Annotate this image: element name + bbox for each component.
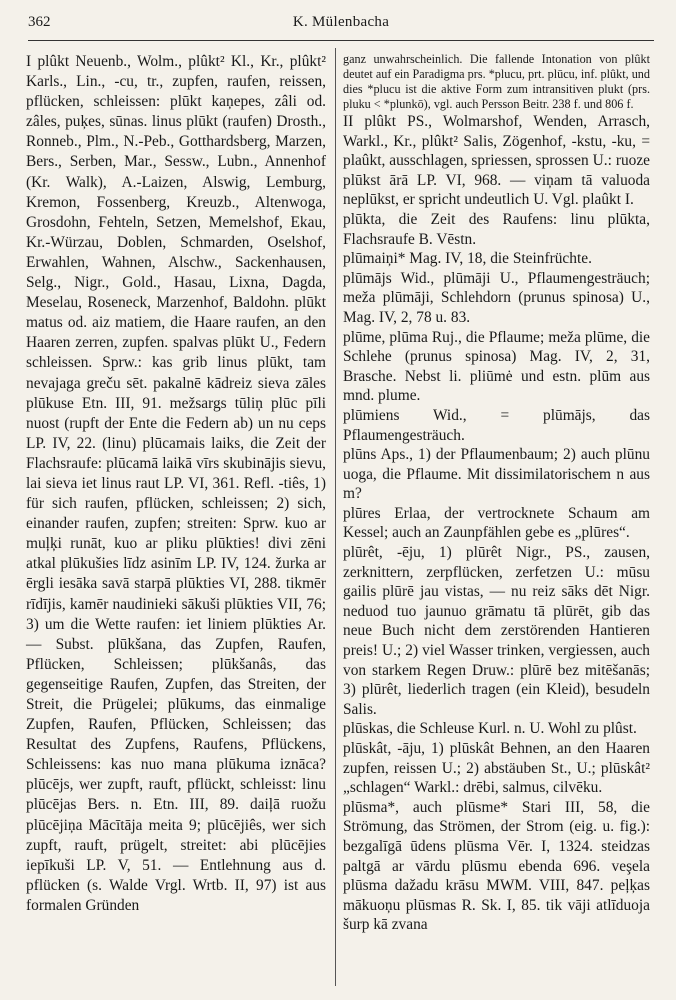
entry-plume: plūme, plūma Ruj., die Pflaume; meža plūme, die Schlehe (prunus spinosa) Mag. IV, 2, 31, Brasche. Nebst li. pliūmė und estn. plūm aus mnd. plume. (343, 328, 650, 405)
entry-plumiens: plūmiens Wid., = plūmājs, das Pflaumengesträuch. (343, 406, 650, 444)
entry-plumaini: plūmaiņi* Mag. IV, 18, die Steinfrüchte. (343, 250, 592, 268)
entry-pluskas: plūskas, die Schleuse Kurl. n. U. Wohl zu plûst. (343, 720, 637, 738)
entry-plukt-1: I plûkt Neuenb., Wolm., plûkt² Kl., Kr., plûkt² Karls., Lin., -cu, tr., zupfen, raufen, reissen, pflücken, schleissen: plūkt kaņepes, zâli od. zâles, puķes, sūnas. linus plūkt (raufen) Drosth., Ronneb., Plm., N.-Peb., Gotthardsberg, Marzen, Bers., Serben, Mar., Sessw., Lubn., Annenhof (Kr. Walk), A.-Laizen, Alswig, Lemburg, Kremon, Fossenberg, Kreuzb., Altenwoga, Grosdohn, Fehteln, Setzen, Memelshof, Ekau, Kr.-Würzau, Doblen, Schmarden, Oselshof, Erwahlen, Wahnen, Alschw., Sackenhausen, Selg., Nigr., Gold., Hasau, Lixna, Dagda, Meselau, Roseneck, Marzenhof, Baldohn. plūkt matus od. aiz matiem, die Haare raufen, an den Haaren zerren, zupfen. spalvas plūkt U., Federn schleissen. Sprw.: kas grib linus plūkt, tam nevajaga greču sēt. pakalnē kādreiz sieva zāles plūkuse Etn. III, 91. mežsargs tūliņ plūc pīli nuost (rupft der Ente die Federn ab) un nu ceps LP. IV, 22. (linu) plūcamais laiks, die Zeit der Flachsraufe: plūcamā laikā vīrs skubinājis sievu, lai sieva iet linus raut LP. VI, 361. Refl. -tiês, 1) für sich raufen, pflücken, schleissen; 2) sich, einander raufen, zupfen; streiten: Sprw. kuo ar muļķi runāt, kuo ar pliku plūkties! divi zēni atkal plūkušies līdz asinīm LP. IV, 124. žurka ar ērgli iesāka savā starpā plūkties VI, 288. tikmēr rīdījis, kamēr naudinieki sākuši plūkties VII, 76; 3) um die Wette raufen: iet liniem plūkties Ar. — Subst. plūkšana, das Zupfen, Raufen, Pflücken, Schleissen; plūkšanâs, das gegenseitige Raufen, Zupfen, das Streiten, der Streit, die Prügelei; plūkums, das einmalige Zupfen, Raufen, Pflücken, Schleissen; das Resultat des Zupfens, Raufens, Pflückens, Schleissens: kas nuo mana plūkuma iznāca? plūcējs, wer zupft, rauft, pflückt, schleisst: linu plūcējas Bers. n. Etn. III, 89. daiļā ruožu plūcējiņa Mācītāja meita 9; plūcējiês, wer sich zupft, rauft, prügelt, streitet: abi plūcējies iepīkuši LP. V, 51. — Entlehnung aus d. pflücken (s. Walde Vrgl. Wrtb. II, 97) ist aus formalen Gründen (26, 53, 326, 914)
entry-plusma: plūsma*, auch plūsme* Stari III, 58, die Strömung, das Strömen, der Strom (eig. u. fig.): bezgalīgā ūdens plūsma Vēr. I, 1324. steidzas paltgā ar vārdu plūsmu ebenda 696. veşela plūsma dažadu krāsu MWM. VIII, 847. peļķas mākuoņu plūsmas R. Sk. I, 85. tik vāji atlīduoja šurp kā zvana (343, 798, 650, 934)
entry-plures: plūres Erlaa, der vertrocknete Schaum am Kessel; auch an Zaunpfählen gebe es „plūres“. (343, 504, 650, 542)
entry-pluskat: plūskât, -āju, 1) plūskât Behnen, an den Haaren zupfen, reissen U.; 2) abstäuben St., U.; plūskât² „schlagen“ Warkl.: drēbi, salmus, cilvēku. (343, 740, 650, 797)
header-rule (28, 40, 654, 41)
entry-pluns: plūns Aps., 1) der Pflaumenbaum; 2) auch plūnu uoga, die Pflaume. Mit dissimilatorischem n aus m? (343, 446, 650, 503)
entry-plumajs: plūmājs Wid., plūmāji U., Pflaumengesträuch; meža plūmāji, Schlehdorn (prunus spinosa) U., Mag. IV, 2, 78 u. 83. (343, 269, 650, 326)
page-number: 362 (28, 14, 51, 30)
left-column (26, 52, 326, 916)
entry-plukt-1-continuation: ganz unwahrscheinlich. Die fallende Intonation von plûkt deutet auf ein Paradigma prs. *plucu, prt. plūcu, inf. plûkt, und dies *plucu ist die aktive Form zum intransitiven plukt (prs. pluku < *plunkō), vgl. auch Persson Beitr. 238 f. und 806 f. (343, 52, 650, 111)
entry-plurt: plūrêt, -ēju, 1) plūrêt Nigr., PS., zausen, zerknittern, zerpflücken, zerfetzen U.: mūsu gailis plūrē jau vistas, — nu reiz sāks dēt Nigr. neduod tuo jaunuo grāmatu tā plūrēt, gib das neue Buch nicht dem zerstörenden Hantieren preis! U.; 2) viel Wasser trinken, vergiessen, auch von starkem Regen Druw.: plūrē bez mitēšanās; 3) plūrêt, liederlich tragen (ein Kleid), besudeln Salis. (343, 544, 650, 718)
page-header (28, 14, 654, 36)
entry-plukta: plūkta, die Zeit des Raufens: linu plūkta, Flachsraufe B. Vēstn. (343, 210, 650, 248)
right-column (343, 52, 650, 935)
running-title: K. Mülenbacha (292, 14, 390, 30)
column-divider (335, 48, 336, 986)
entry-plukt-2: II plûkt PS., Wolmarshof, Wenden, Arrasch, Warkl., Kr., plûkt² Salis, Zögenhof, -kstu, -ku, = plaûkt, ausschlagen, spriessen, sprossen U.: ruoze plūkst ārā LP. VI, 968. — viņam tā valuoda neplūkst, er spricht undeutlich U. Vgl. plaûkt I. (343, 113, 650, 209)
